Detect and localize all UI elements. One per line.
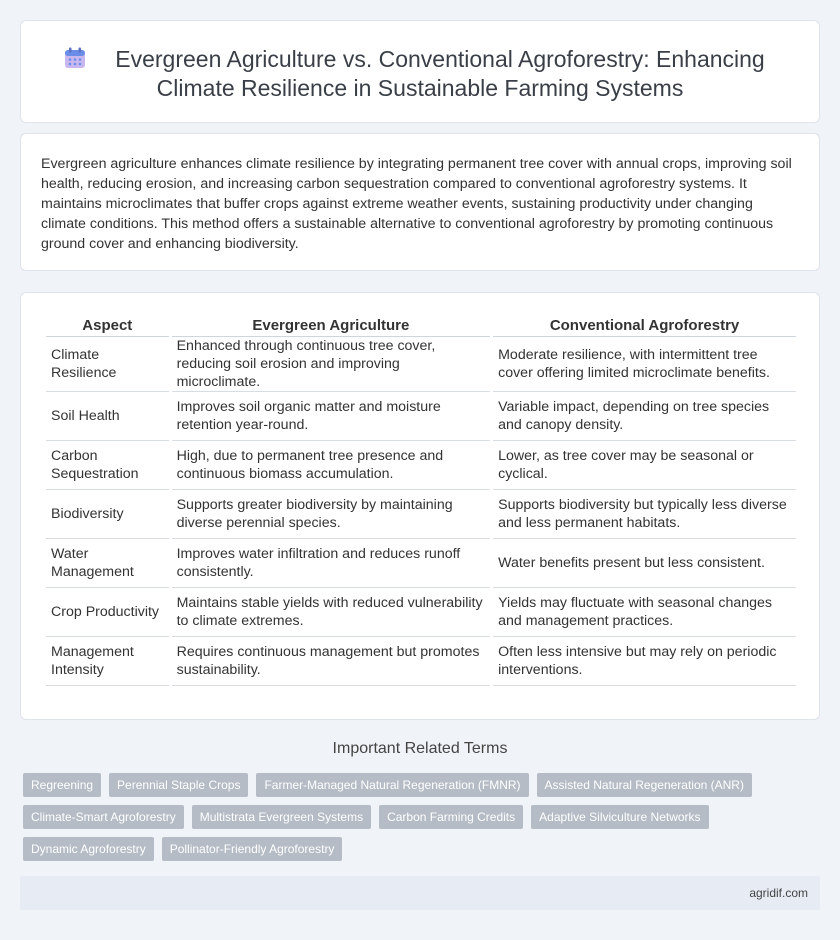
related-terms-tags	[23, 773, 813, 861]
title-line-1: Evergreen Agriculture vs. Conventional Agroforestry: Enhancing	[115, 46, 765, 72]
related-tag[interactable]: Farmer-Managed Natural Regeneration (FMNR)	[256, 773, 528, 797]
header-conventional: Conventional Agroforestry	[493, 313, 796, 337]
related-tag[interactable]: Pollinator-Friendly Agroforestry	[162, 837, 343, 861]
aspect-cell: Soil Health	[46, 392, 169, 441]
intro-card	[20, 133, 820, 271]
related-tag[interactable]: Regreening	[23, 773, 101, 797]
related-tag[interactable]: Dynamic Agroforestry	[23, 837, 154, 861]
title-line-2: Climate Resilience in Sustainable Farming Systems	[156, 75, 684, 101]
table-row	[46, 392, 796, 441]
header-evergreen: Evergreen Agriculture	[172, 313, 491, 337]
page-title	[21, 45, 819, 103]
conventional-cell: Yields may fluctuate with seasonal changes and management practices.	[493, 588, 796, 637]
conventional-cell: Variable impact, depending on tree species and canopy density.	[493, 392, 796, 441]
conventional-cell: Water benefits present but less consistent.	[493, 539, 796, 588]
related-tag[interactable]: Assisted Natural Regeneration (ANR)	[537, 773, 752, 797]
comparison-card	[20, 292, 820, 720]
table-header-row	[46, 313, 796, 337]
table-row	[46, 441, 796, 490]
conventional-cell: Supports biodiversity but typically less diverse and less permanent habitats.	[493, 490, 796, 539]
aspect-cell: Water Management	[46, 539, 169, 588]
aspect-cell: Climate Resilience	[46, 337, 169, 392]
title-card	[20, 20, 820, 123]
evergreen-cell: Enhanced through continuous tree cover, reducing soil erosion and improving microclimate.	[172, 337, 491, 392]
conventional-cell: Moderate resilience, with intermittent tree cover offering limited microclimate benefits.	[493, 337, 796, 392]
table-row	[46, 637, 796, 686]
evergreen-cell: Improves soil organic matter and moisture retention year-round.	[172, 392, 491, 441]
evergreen-cell: High, due to permanent tree presence and continuous biomass accumulation.	[172, 441, 491, 490]
aspect-cell: Carbon Sequestration	[46, 441, 169, 490]
table-row	[46, 337, 796, 392]
aspect-cell: Biodiversity	[46, 490, 169, 539]
evergreen-cell: Requires continuous management but promotes sustainability.	[172, 637, 491, 686]
evergreen-cell: Supports greater biodiversity by maintaining diverse perennial species.	[172, 490, 491, 539]
aspect-cell: Crop Productivity	[46, 588, 169, 637]
related-tag[interactable]: Climate-Smart Agroforestry	[23, 805, 184, 829]
conventional-cell: Lower, as tree cover may be seasonal or cyclical.	[493, 441, 796, 490]
evergreen-cell: Improves water infiltration and reduces runoff consistently.	[172, 539, 491, 588]
related-tag[interactable]: Multistrata Evergreen Systems	[192, 805, 371, 829]
header-aspect: Aspect	[46, 313, 169, 337]
table-row	[46, 588, 796, 637]
related-tag[interactable]: Adaptive Silviculture Networks	[531, 805, 708, 829]
table-row	[46, 539, 796, 588]
conventional-cell: Often less intensive but may rely on periodic interventions.	[493, 637, 796, 686]
footer-site-link[interactable]: agridif.com	[749, 886, 808, 900]
comparison-table	[43, 313, 799, 686]
aspect-cell: Management Intensity	[46, 637, 169, 686]
related-tag[interactable]: Carbon Farming Credits	[379, 805, 523, 829]
evergreen-cell: Maintains stable yields with reduced vulnerability to climate extremes.	[172, 588, 491, 637]
table-row	[46, 490, 796, 539]
footer	[20, 876, 820, 910]
intro-paragraph: Evergreen agriculture enhances climate resilience by integrating permanent tree cover with annual crops, improving soil health, reducing erosion, and increasing carbon sequestration compared to conventional agroforestry systems. It maintains microclimates that buffer crops against extreme weather events, sustaining productivity under changing climate conditions. This method offers a sustainable alternative to conventional agroforestry by promoting continuous ground cover and enhancing biodiversity.	[41, 156, 792, 252]
related-terms-title: Important Related Terms	[332, 740, 508, 757]
related-tag[interactable]: Perennial Staple Crops	[109, 773, 248, 797]
